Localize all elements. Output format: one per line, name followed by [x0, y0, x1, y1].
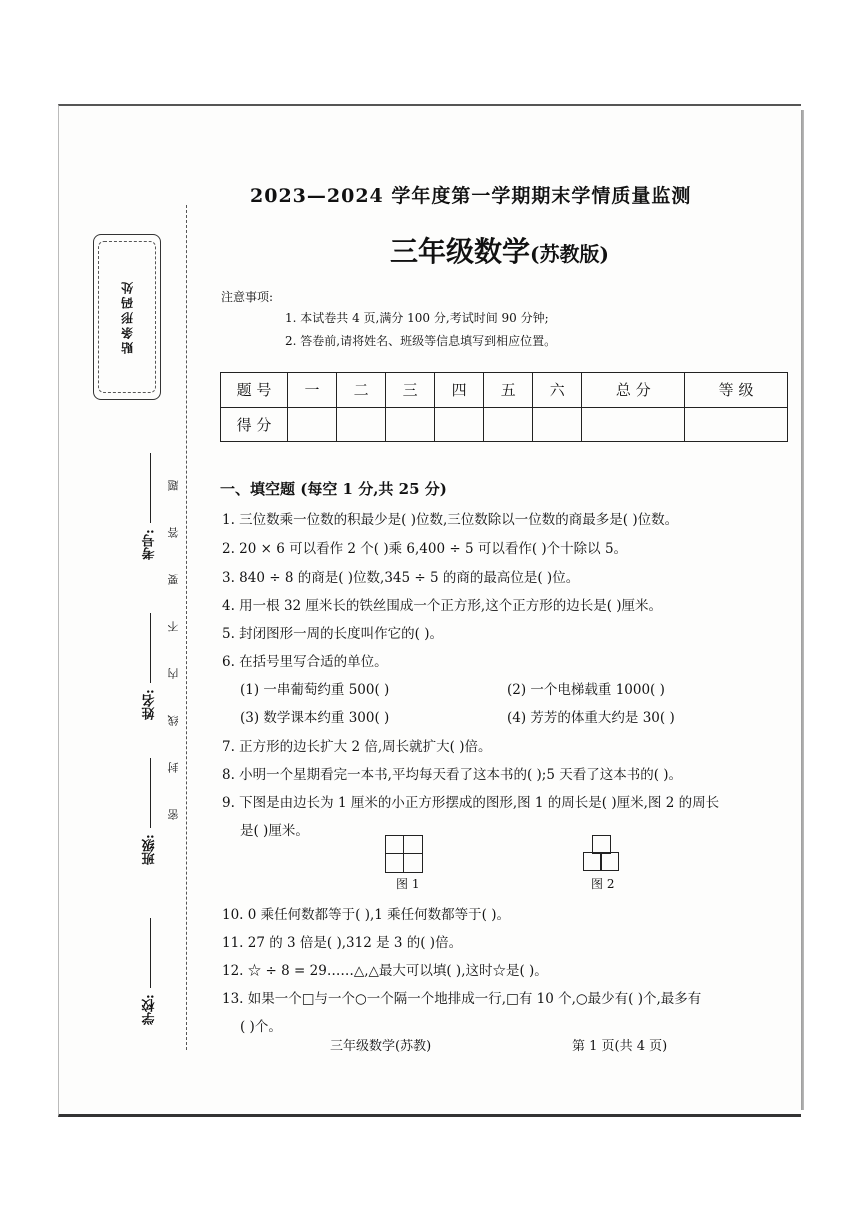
note-item: 2. 答卷前,请将姓名、班级等信息填写到相应位置。 — [285, 334, 557, 348]
figure-2-bottom-right-square — [600, 852, 619, 871]
score-cell[interactable] — [288, 407, 337, 442]
table-cell: 题 号 — [221, 373, 288, 408]
table-cell: 得 分 — [221, 407, 288, 442]
table-cell: 三 — [386, 373, 435, 408]
score-cell[interactable] — [685, 407, 788, 442]
exam-subtitle — [390, 230, 609, 270]
seal-char: 不 — [167, 621, 180, 632]
barcode-label: 贴条形码处 — [120, 279, 135, 355]
figure-2-caption: 图 2 — [591, 877, 615, 891]
table-cell: 五 — [484, 373, 533, 408]
question-13: 13. 如果一个□与一个○一个隔一个地排成一行,□有 10 个,○最少有( )个,最多有 — [222, 991, 702, 1007]
question-6: 6. 在括号里写合适的单位。 — [222, 654, 388, 670]
score-table-score-row — [221, 407, 788, 442]
question-6-part-2: (2) 一个电梯载重 1000( ) — [507, 682, 665, 698]
question-2: 2. 20 × 6 可以看作 2 个( )乘 6,400 ÷ 5 可以看作( )个十除以 5。 — [222, 541, 628, 557]
class-field[interactable] — [132, 745, 168, 865]
figure-1-caption: 图 1 — [396, 877, 420, 891]
question-6-part-3: (3) 数学课本约重 300( ) — [240, 710, 390, 726]
notes-heading: 注意事项: — [221, 290, 274, 304]
table-cell: 四 — [435, 373, 484, 408]
question-9: 9. 下图是由边长为 1 厘米的小正方形摆成的图形,图 1 的周长是( )厘米,图 2 的周长 — [222, 795, 720, 811]
score-cell[interactable] — [435, 407, 484, 442]
seal-char: 密 — [167, 809, 180, 820]
table-cell: 总 分 — [582, 373, 685, 408]
seal-char: 题 — [167, 480, 180, 491]
score-cell[interactable] — [582, 407, 685, 442]
question-10: 10. 0 乘任何数都等于( ),1 乘任何数都等于( )。 — [222, 907, 510, 923]
seal-char: 线 — [167, 715, 180, 726]
note-item: 1. 本试卷共 4 页,满分 100 分,考试时间 90 分钟; — [285, 311, 549, 325]
exam-title: 2023—2024 学年度第一学期期末学情质量监测 — [250, 185, 692, 207]
seal-char: 答 — [167, 527, 180, 538]
barcode-box — [93, 234, 161, 400]
score-table-header-row — [221, 373, 788, 408]
question-8: 8. 小明一个星期看完一本书,平均每天看了这本书的( );5 天看了这本书的( )。 — [222, 767, 683, 783]
question-12: 12. ☆ ÷ 8 = 29……△,△最大可以填( ),这时☆是( )。 — [222, 963, 548, 979]
question-7: 7. 正方形的边长扩大 2 倍,周长就扩大( )倍。 — [222, 739, 492, 755]
table-cell: 二 — [337, 373, 386, 408]
question-5: 5. 封闭图形一周的长度叫作它的( )。 — [222, 626, 443, 642]
school-field[interactable] — [132, 905, 168, 1025]
name-field[interactable] — [132, 600, 168, 720]
score-cell[interactable] — [533, 407, 582, 442]
table-cell: 六 — [533, 373, 582, 408]
seal-text — [166, 480, 184, 820]
question-13-continued: ( )个。 — [240, 1019, 282, 1035]
figure-1-grid — [385, 835, 423, 873]
score-cell[interactable] — [386, 407, 435, 442]
seal-line — [186, 205, 187, 1050]
question-6-part-1: (1) 一串葡萄约重 500( ) — [240, 682, 390, 698]
score-table — [220, 372, 788, 442]
question-1: 1. 三位数乘一位数的积最少是( )位数,三位数除以一位数的商最多是( )位数。 — [222, 512, 679, 528]
score-cell[interactable] — [484, 407, 533, 442]
seal-char: 内 — [167, 668, 180, 679]
name-label: 姓名: — [142, 689, 158, 720]
edition-label: (苏教版) — [530, 242, 609, 266]
exam-no-label: 考号: — [142, 529, 158, 560]
class-label: 班级: — [142, 834, 158, 865]
question-11: 11. 27 的 3 倍是( ),312 是 3 的( )倍。 — [222, 935, 463, 951]
school-label: 学校: — [142, 994, 158, 1025]
subject-title: 三年级数学 — [390, 235, 531, 268]
table-cell: 等 级 — [685, 373, 788, 408]
score-cell[interactable] — [337, 407, 386, 442]
footer-subject: 三年级数学(苏教) — [330, 1039, 432, 1054]
seal-char: 要 — [167, 574, 180, 585]
footer-page-number: 第 1 页(共 4 页) — [572, 1039, 668, 1054]
question-4: 4. 用一根 32 厘米长的铁丝围成一个正方形,这个正方形的边长是( )厘米。 — [222, 598, 663, 614]
seal-char: 封 — [167, 762, 180, 773]
exam-no-field[interactable] — [132, 440, 168, 560]
question-3: 3. 840 ÷ 8 的商是( )位数,345 ÷ 5 的商的最高位是( )位。 — [222, 570, 580, 586]
question-9-continued: 是( )厘米。 — [240, 823, 309, 839]
table-cell: 一 — [288, 373, 337, 408]
figure-2-shape — [583, 835, 619, 871]
section-heading: 一、填空题 (每空 1 分,共 25 分) — [220, 480, 447, 498]
question-6-part-4: (4) 芳芳的体重大约是 30( ) — [507, 710, 675, 726]
